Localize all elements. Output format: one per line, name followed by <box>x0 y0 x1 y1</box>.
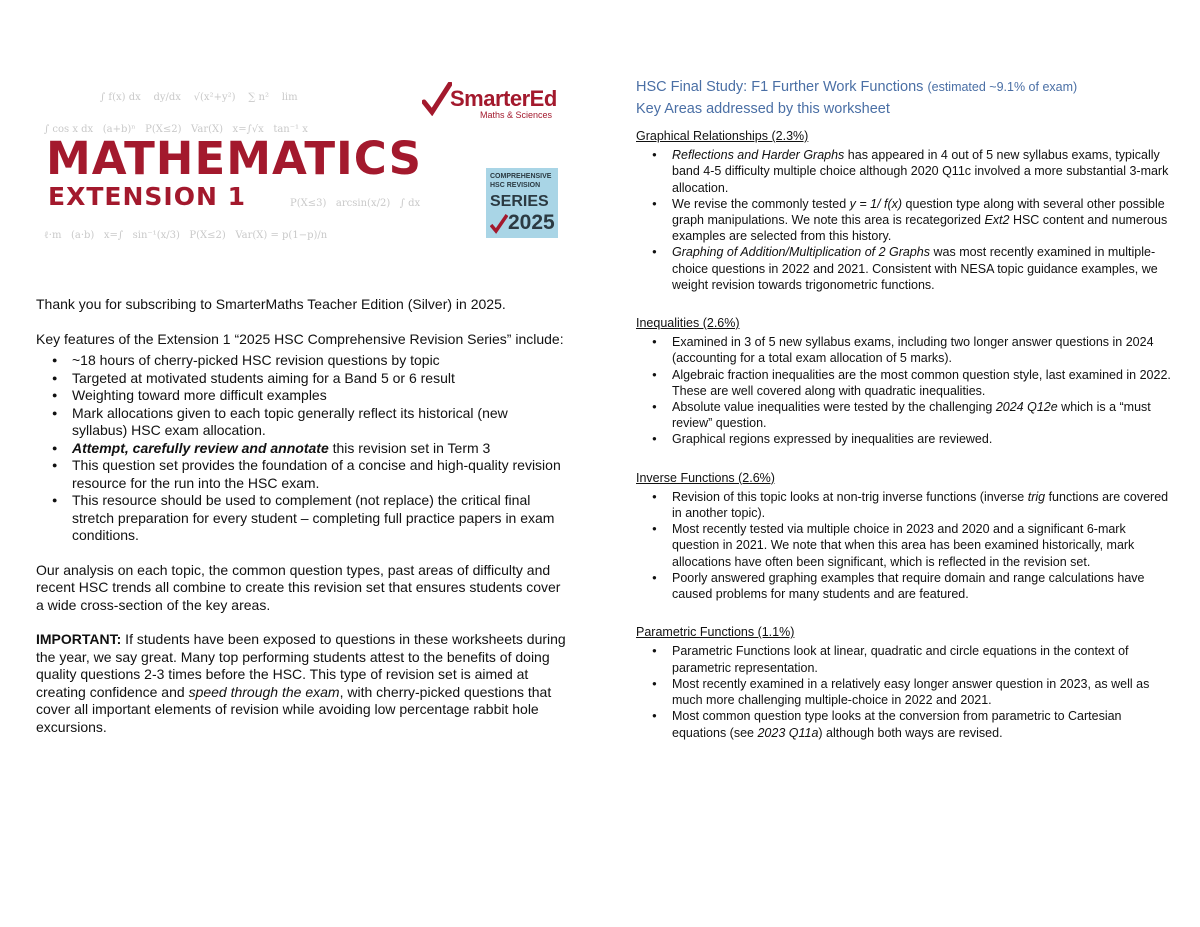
series-line-1: COMPREHENSIVE <box>490 173 552 180</box>
list-item <box>672 399 1176 431</box>
graphical-list <box>636 147 1176 293</box>
list-item: ● Most recently examined in a relatively easy longer answer question in 2023, as well as much more challenging multiple-choice in 2022 and 2021. <box>672 676 1176 708</box>
text: HSC content and numerous examples are selected from this history. <box>672 213 1168 244</box>
section-heading-inverse: Inverse Functions (2.6%) <box>636 470 775 485</box>
list-item <box>672 196 1176 245</box>
important-label: IMPORTANT: <box>36 631 122 647</box>
series-line-2: HSC REVISION <box>490 182 541 189</box>
background-formula: ∫ cos x dx (a+b)ⁿ P(X≤2) Var(X) x=∫√x tan⁻¹ x <box>44 124 308 135</box>
left-column <box>36 296 566 736</box>
text: We revise the commonly tested <box>672 196 850 211</box>
right-column <box>636 76 1176 741</box>
list-item <box>672 244 1176 293</box>
text: functions are covered in another topic). <box>672 489 1169 521</box>
text: which is a “must review” question. <box>672 400 1151 431</box>
text: question type along with several other possible graph manipulations. We note this area is recategorized <box>672 196 1165 228</box>
header-banner <box>40 78 575 248</box>
analysis-paragraph: Our analysis on each topic, the common question types, past areas of difficulty and recent HSC trends all combine to create this revision set that ensures students cover a wide cross-section of the key areas. <box>36 561 561 613</box>
list-item: ● Targeted at motivated students aiming for a Band 5 or 6 result <box>72 370 566 388</box>
worksheet-subtitle: Key Areas addressed by this worksheet <box>636 101 890 117</box>
important-emphasis: speed through the exam <box>188 683 340 700</box>
list-item: ● Most recently tested via multiple choice in 2023 and 2020 and a significant 6-mark question in 2021. We note that when this area has been examined historically, mark allocations have often been significant, which is reflected in the revision set. <box>672 521 1176 570</box>
text: Absolute value inequalities were tested by the challenging <box>672 400 996 415</box>
text: was most recently examined in multiple-choice questions in 2022 and 2021. Consistent with NESA topic guidance examples, we weight revision towards trigonometric functions. <box>672 245 1158 292</box>
parametric-list <box>636 643 1176 740</box>
emphasis: 2023 Q11a <box>757 725 819 740</box>
list-item <box>672 489 1176 521</box>
emphasis: Reflections and Harder Graphs <box>672 148 845 163</box>
attempt-rest: this revision set in Term 3 <box>328 439 491 456</box>
list-item: ● Parametric Functions look at linear, quadratic and circle equations in the context of parametric representation. <box>672 643 1176 675</box>
features-list <box>36 352 566 545</box>
logo-name: SmarterEd <box>450 86 557 111</box>
banner-subtitle: EXTENSION 1 <box>48 182 246 211</box>
banner-title: MATHEMATICS <box>46 132 423 185</box>
smartered-logo <box>420 80 570 126</box>
important-text: If students have been exposed to questions in these worksheets during the year, we say great. Many top performing students attest to the benefits of doing quality questions 2-3 times before the HSC. This type of revision set is aimed at creating confidence and <box>36 631 566 700</box>
background-formula: ∫ f(x) dx dy/dx √(x²+y²) ∑ n² lim <box>100 92 298 103</box>
logo-tagline: Maths & Sciences <box>480 110 553 120</box>
series-badge <box>486 168 558 238</box>
checkmark-icon <box>422 82 452 116</box>
important-paragraph <box>36 631 566 736</box>
important-text-end: , with cherry-picked questions that cover all important elements of revision while avoiding low percentage rabbit hole excursions. <box>36 683 552 735</box>
list-item: ● Weighting toward more difficult examples <box>72 387 566 405</box>
emphasis: Graphing of Addition/Multiplication of 2 Graphs <box>672 245 931 260</box>
inequalities-list <box>636 334 1176 447</box>
text: Most common question type looks at the conversion from parametric to Cartesian equations (see <box>672 709 1122 740</box>
worksheet-title <box>636 76 1176 98</box>
list-item: ● This resource should be used to complement (not replace) the critical final stretch preparation for every student – completing full practice papers in exam conditions. <box>72 492 566 545</box>
key-features-intro: Key features of the Extension 1 “2025 HSC Comprehensive Revision Series” include: <box>36 330 564 347</box>
emphasis: 2024 Q12e <box>995 400 1058 415</box>
worksheet-title-text: HSC Final Study: F1 Further Work Functions <box>636 79 924 95</box>
emphasis: trig <box>1027 489 1046 504</box>
series-line-3: SERIES <box>490 193 549 210</box>
text: has appeared in 4 out of 5 new syllabus exams, typically band 4-5 difficulty multiple choice although 2020 Q11c involved a more substantial 3-mark allocation. <box>672 148 1169 195</box>
series-check-icon <box>490 214 508 234</box>
inverse-list <box>636 489 1176 602</box>
attempt-emphasis: Attempt, carefully review and annotate <box>72 439 329 456</box>
list-item <box>72 440 566 458</box>
intro-text: Thank you for subscribing to SmarterMaths Teacher Edition (Silver) in 2025. <box>36 296 506 312</box>
list-item <box>672 708 1176 740</box>
background-formula: P(X≤3) arcsin(x/2) ∫ dx <box>290 198 421 209</box>
list-item: ● This question set provides the foundation of a concise and high-quality revision resource for the run into the HSC exam. <box>72 457 566 492</box>
list-item: ● Examined in 3 of 5 new syllabus exams, including two longer answer questions in 2024 (accounting for a total exam allocation of 5 marks). <box>672 334 1176 366</box>
list-item: ● Poorly answered graphing examples that require domain and range calculations have caused problems for many students and are featured. <box>672 570 1176 602</box>
exam-estimate: (estimated ~9.1% of exam) <box>927 80 1078 94</box>
list-item: ● ~18 hours of cherry-picked HSC revision questions by topic <box>72 352 566 370</box>
list-item: ● Graphical regions expressed by inequalities are reviewed. <box>672 431 1176 447</box>
list-item: ● Mark allocations given to each topic generally reflect its historical (new syllabus) HSC exam allocation. <box>72 405 566 440</box>
background-formula: ℓ·m (a·b) x=∫ sin⁻¹(x/3) P(X≤2) Var(X) = p(1−p)/n <box>44 230 328 241</box>
section-heading-inequalities: Inequalities (2.6%) <box>636 316 740 331</box>
emphasis: y = 1/ f(x) <box>849 196 903 211</box>
list-item: ● Algebraic fraction inequalities are the most common question style, last examined in 2022. These are well covered along with quadratic inequalities. <box>672 367 1176 399</box>
section-heading-parametric: Parametric Functions (1.1%) <box>636 625 795 640</box>
text: Revision of this topic looks at non-trig inverse functions (inverse <box>672 489 1028 504</box>
series-year: 2025 <box>508 211 555 234</box>
section-heading-graphical: Graphical Relationships (2.3%) <box>636 129 809 143</box>
text: ) although both ways are revised. <box>818 725 1003 740</box>
emphasis: Ext2 <box>984 213 1010 228</box>
list-item <box>672 147 1176 196</box>
